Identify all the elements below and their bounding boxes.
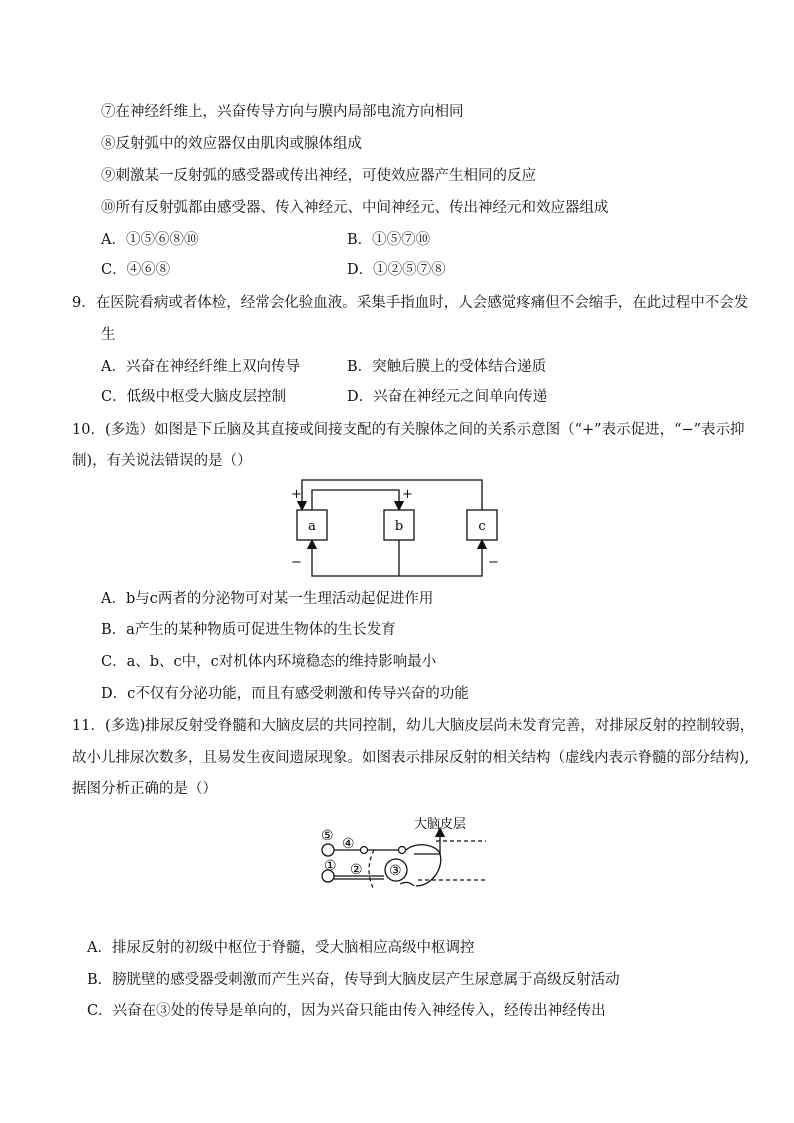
q8-option-b: B．①⑤⑦⑩ xyxy=(347,232,431,248)
minus-sign-a: − xyxy=(291,555,302,570)
q10-option-b: B．a产生的某种物质可促进生物体的生长发育 xyxy=(101,622,396,638)
q10-stem-line-1: 10．(多选）如图是下丘脑及其直接或间接支配的有关腺体之间的关系示意图（“+”表示促进，“−”表示抑 xyxy=(72,422,745,438)
q9-stem-line-2: 生 xyxy=(101,327,116,343)
q9-option-c: C．低级中枢受大脑皮层控制 xyxy=(101,389,287,405)
q9-option-b: B．突触后膜上的受体结合递质 xyxy=(347,359,547,375)
q11-stem-line-2: 故小儿排尿次数多，且易发生夜间遗尿现象。如图表示排尿反射的相关结构（虚线内表示脊髓的部分结构), xyxy=(72,750,750,766)
label-5: ⑤ xyxy=(321,828,334,844)
label-2: ② xyxy=(350,862,363,878)
minus-sign-c: − xyxy=(488,555,499,570)
micturition-reflex-diagram xyxy=(318,810,490,896)
q11-stem-line-3: 据图分析正确的是（） xyxy=(72,781,217,797)
q9-option-d: D．兴奋在神经元之间单向传递 xyxy=(347,389,548,405)
q10-stem-line-2: 制)，有关说法错误的是（） xyxy=(72,453,252,469)
q8-option-d: D．①②⑤⑦⑧ xyxy=(347,262,446,278)
effector-node xyxy=(322,844,334,856)
statement-7: ⑦在神经纤维上，兴奋传导方向与膜内局部电流方向相同 xyxy=(101,104,464,120)
plus-sign-b: + xyxy=(402,487,413,502)
label-1: ① xyxy=(324,858,337,874)
q10-option-a: A．b与c两者的分泌物可对某一生理活动起促进作用 xyxy=(101,591,434,607)
statement-10: ⑩所有反射弧都由感受器、传入神经元、中间神经元、传出神经元和效应器组成 xyxy=(101,200,609,216)
box-c-label: c xyxy=(478,519,486,534)
q11-option-b: B．膀胱壁的感受器受刺激而产生兴奋，传导到大脑皮层产生尿意属于高级反射活动 xyxy=(87,972,620,988)
q10-option-c: C．a、b、c中，c对机体内环境稳态的维持影响最小 xyxy=(101,654,437,670)
label-3: ③ xyxy=(389,863,402,879)
hormone-regulation-diagram xyxy=(285,472,505,584)
statement-8: ⑧反射弧中的效应器仅由肌肉或腺体组成 xyxy=(101,136,362,152)
q8-option-c: C．④⑥⑧ xyxy=(101,262,171,278)
q11-option-a: A．排尿反射的初级中枢位于脊髓，受大脑相应高级中枢调控 xyxy=(87,940,475,956)
box-a-label: a xyxy=(308,519,316,534)
box-b-label: b xyxy=(394,519,404,534)
q11-option-c: C．兴奋在③处的传导是单向的，因为兴奋只能由传入神经传入，经传出神经传出 xyxy=(87,1003,606,1019)
q8-option-a: A．①⑤⑥⑧⑩ xyxy=(101,232,199,248)
q9-stem-line-1: 9．在医院看病或者体检，经常会化验血液。采集手指血时，人会感觉疼痛但不会缩手，在此过程中不会发 xyxy=(72,295,749,311)
q10-option-d: D．c不仅有分泌功能，而且有感受刺激和传导兴奋的功能 xyxy=(101,686,469,702)
q9-option-a: A．兴奋在神经纤维上双向传导 xyxy=(101,359,300,375)
plus-sign-a: + xyxy=(291,487,302,502)
label-4: ④ xyxy=(342,836,355,852)
cortex-label: 大脑皮层 xyxy=(414,817,467,832)
q11-stem-line-1: 11．(多选)排尿反射受脊髓和大脑皮层的共同控制，幼儿大脑皮层尚未发育完善，对排尿反射的控制较弱， xyxy=(72,718,755,734)
statement-9: ⑨刺激某一反射弧的感受器或传出神经，可使效应器产生相同的反应 xyxy=(101,168,536,184)
